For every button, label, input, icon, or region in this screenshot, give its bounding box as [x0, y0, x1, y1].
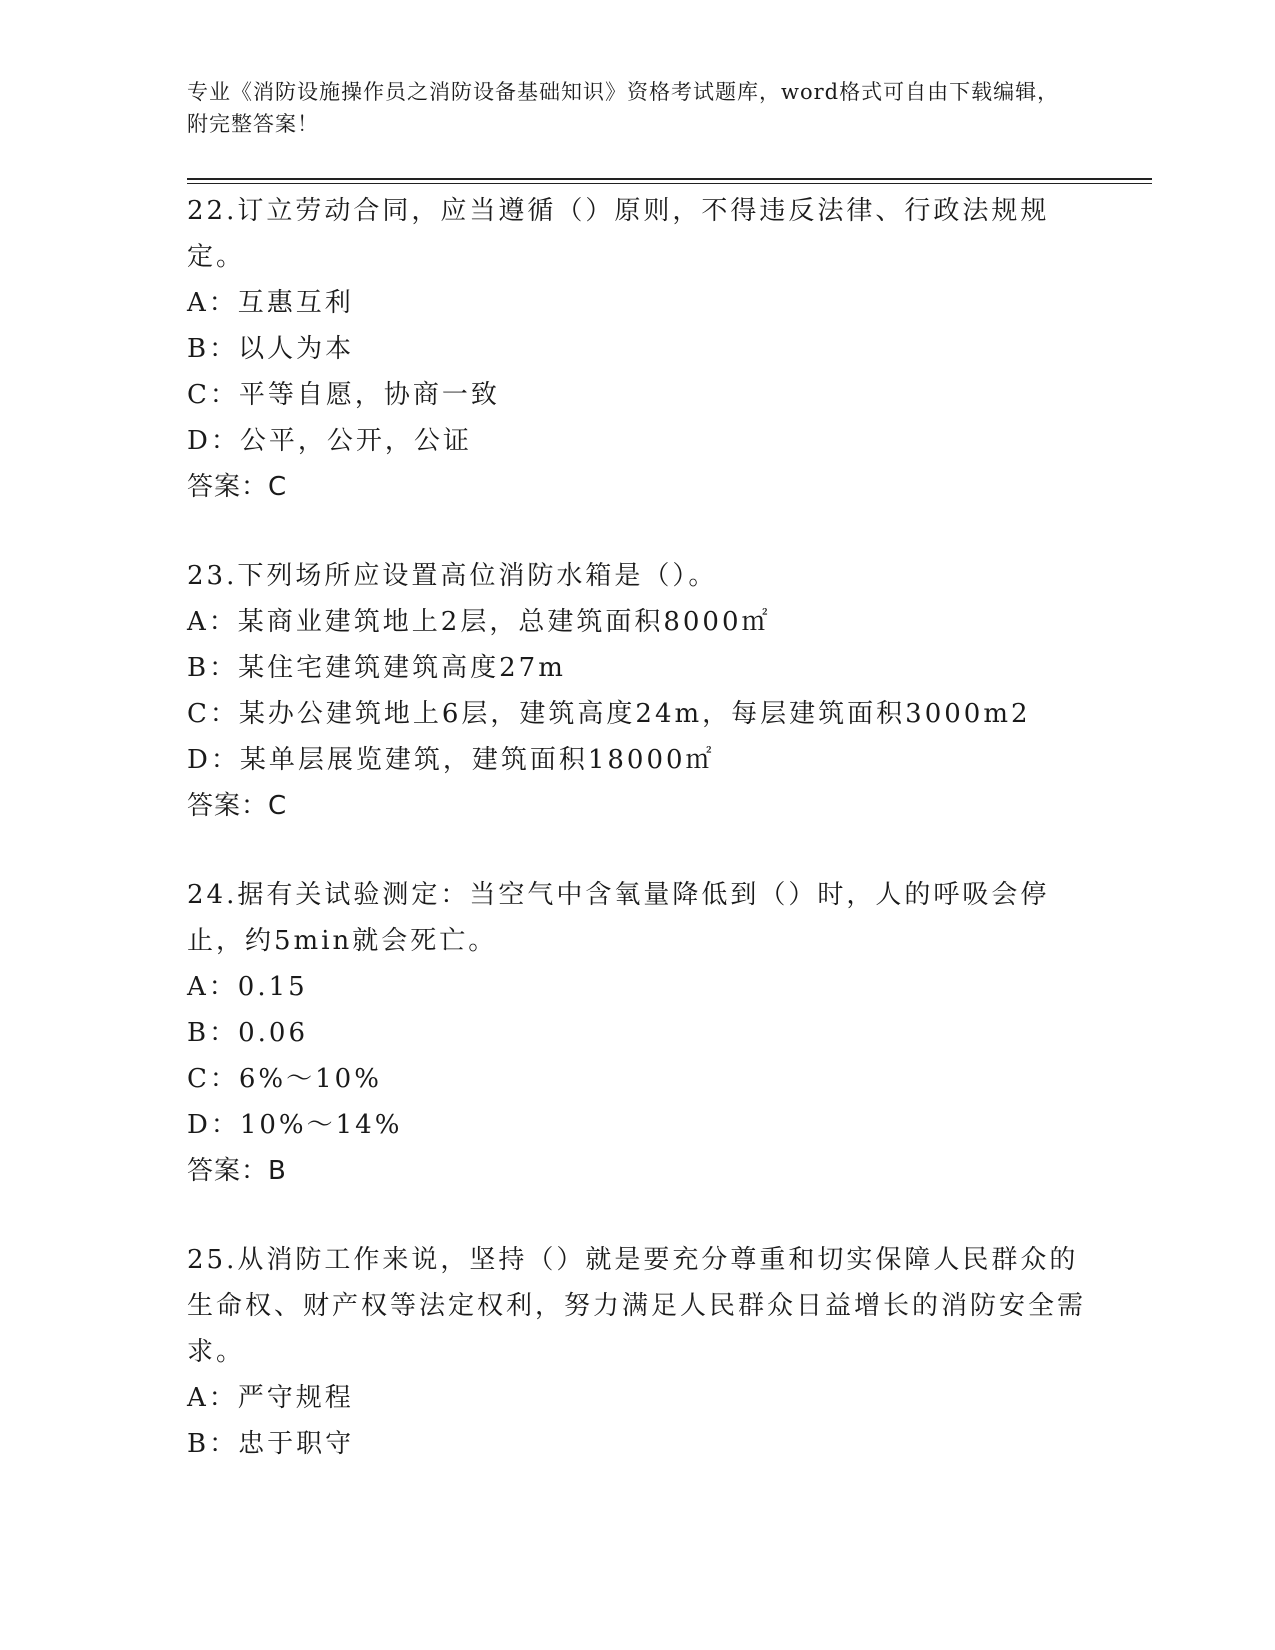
question-text: 22.订立劳动合同，应当遵循（）原则，不得违反法律、行政法规规定。 — [187, 196, 1050, 272]
option-c: C：平等自愿，协商一致 — [187, 380, 500, 410]
question-text: 24.据有关试验测定：当空气中含氧量降低到（）时，人的呼吸会停止，约5min就会死亡。 — [187, 880, 1050, 956]
question-24 — [187, 872, 1087, 1194]
question-text: 23.下列场所应设置高位消防水箱是（）。 — [187, 561, 718, 591]
header-divider-thick — [187, 178, 1152, 180]
option-c: C：某办公建筑地上6层，建筑高度24m，每层建筑面积3000m2 — [187, 699, 1031, 729]
option-b: B：0.06 — [187, 1018, 308, 1048]
option-d: D：10%～14% — [187, 1110, 403, 1140]
header-divider-thin — [187, 183, 1152, 184]
question-23 — [187, 553, 1087, 829]
option-a: A：严守规程 — [187, 1383, 354, 1413]
option-d: D：公平，公开，公证 — [187, 426, 472, 456]
answer-label: 答案：B — [187, 1156, 287, 1186]
question-25 — [187, 1237, 1087, 1467]
document-intro: 专业《消防设施操作员之消防设备基础知识》资格考试题库，word格式可自由下载编辑，附完整答案！ — [187, 80, 1060, 136]
option-b: B：忠于职守 — [187, 1429, 355, 1459]
option-a: A：某商业建筑地上2层，总建筑面积8000㎡ — [187, 607, 771, 637]
question-list — [187, 188, 1087, 1510]
answer-label: 答案：C — [187, 791, 288, 821]
option-c: C：6%～10% — [187, 1064, 382, 1094]
question-22 — [187, 188, 1087, 510]
option-b: B：某住宅建筑建筑高度27m — [187, 653, 566, 683]
option-d: D：某单层展览建筑，建筑面积18000㎡ — [187, 745, 715, 775]
option-a: A：0.15 — [187, 972, 308, 1002]
answer-label: 答案：C — [187, 472, 288, 502]
option-b: B：以人为本 — [187, 334, 355, 364]
question-text: 25.从消防工作来说，坚持（）就是要充分尊重和切实保障人民群众的生命权、财产权等法定权利，努力满足人民群众日益增长的消防安全需求。 — [187, 1245, 1087, 1367]
option-a: A：互惠互利 — [187, 288, 354, 318]
